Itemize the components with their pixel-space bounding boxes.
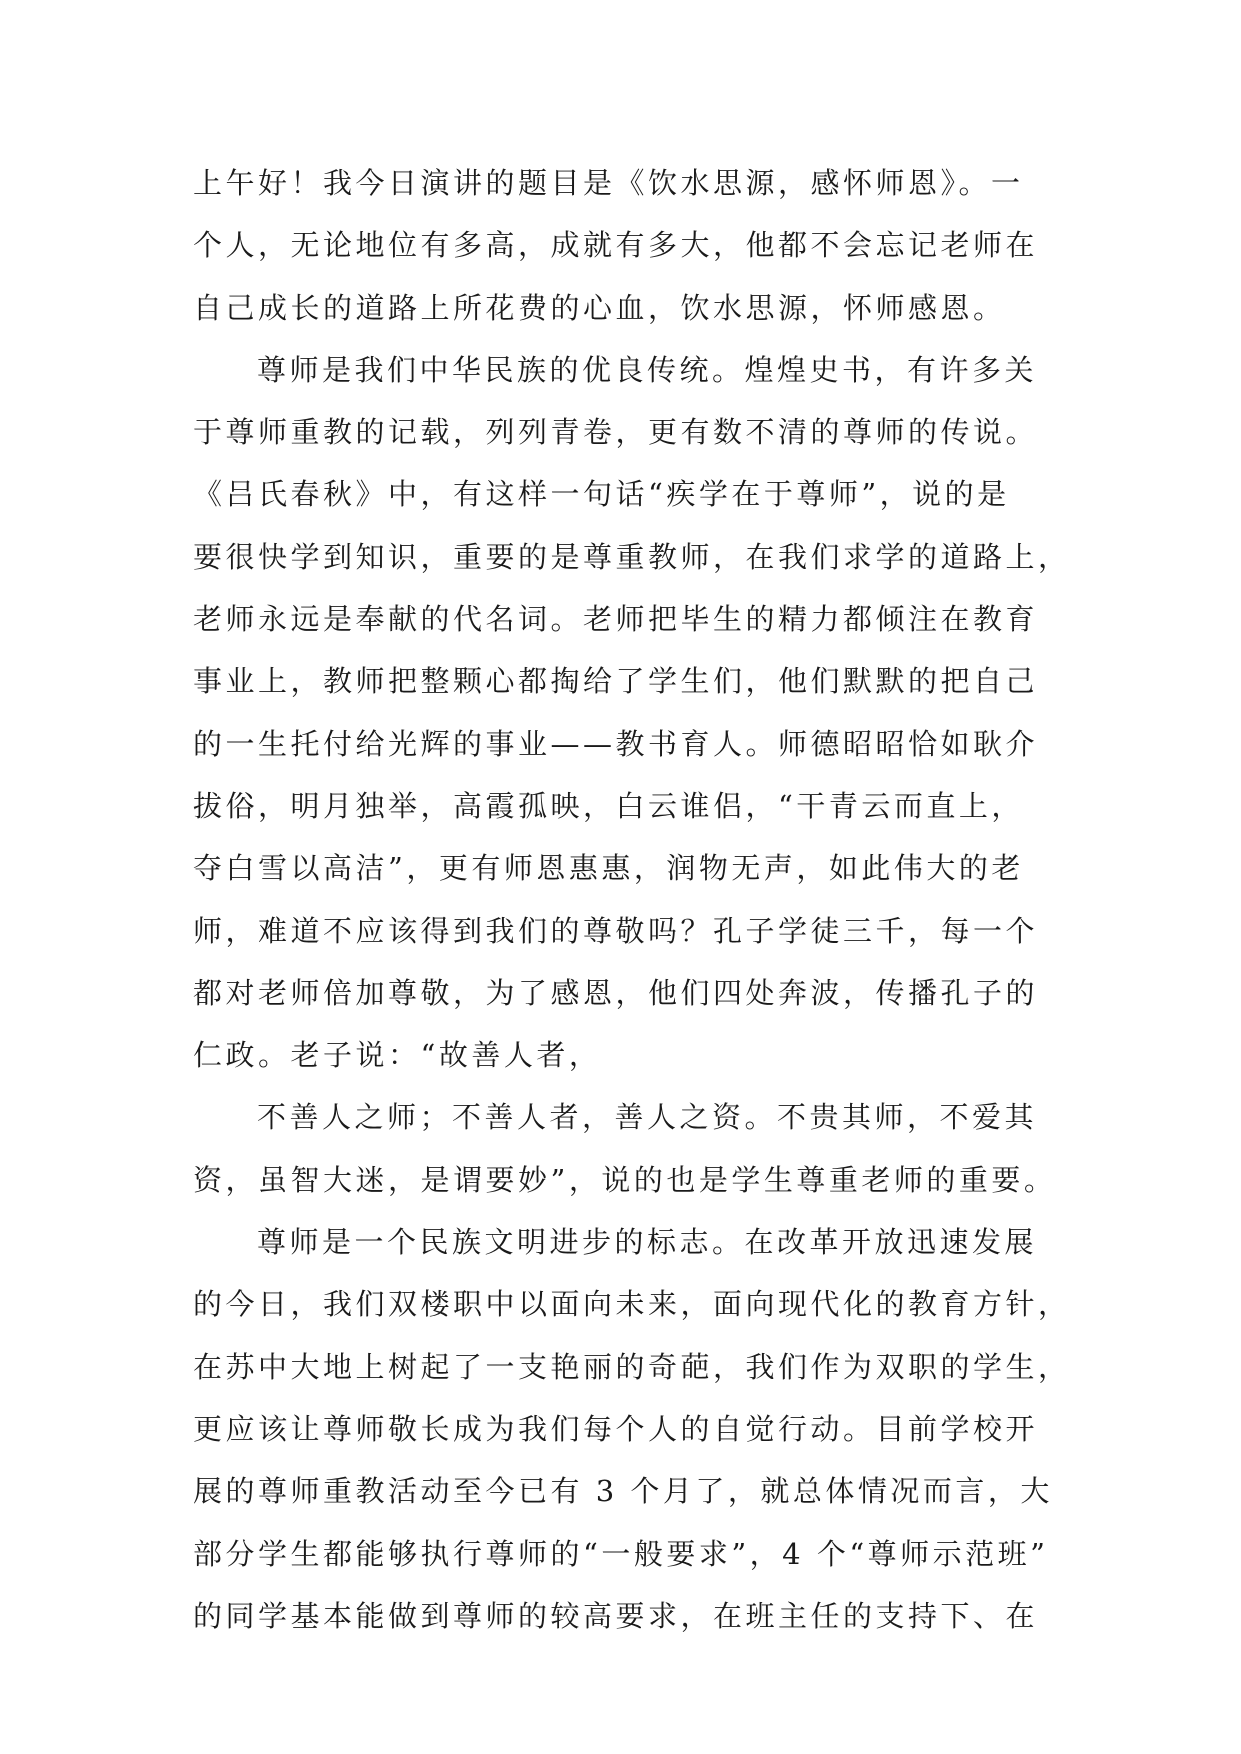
text-line: 拔俗，明月独举，高霞孤映，白云谁侣，“干青云而直上，: [193, 788, 1024, 823]
text-line: 自己成长的道路上所花费的心血，饮水思源，怀师感恩。: [193, 290, 1006, 325]
text-line: 在苏中大地上树起了一支艳丽的奇葩，我们作为双职的学生，: [193, 1349, 1071, 1384]
text-line: 个人，无论地位有多高，成就有多大，他都不会忘记老师在: [193, 228, 1039, 263]
text-line: 事业上，教师把整颗心都掏给了学生们，他们默默的把自己: [193, 664, 1039, 699]
text-line: 的一生托付给光辉的事业——教书育人。师德昭昭恰如耿介: [193, 726, 1039, 761]
text-line: 于尊师重教的记载，列列青卷，更有数不清的尊师的传说。: [193, 415, 1039, 450]
text-line: 夺白雪以高洁”，更有师恩惠惠，润物无声，如此伟大的老: [193, 851, 1024, 886]
text-line: 上午好！我今日演讲的题目是《饮水思源，感怀师恩》。一: [193, 166, 1024, 200]
text-line: 更应该让尊师敬长成为我们每个人的自觉行动。目前学校开: [193, 1411, 1039, 1446]
text-line: 仁政。老子说：“故善人者，: [193, 1038, 602, 1073]
text-line: 要很快学到知识，重要的是尊重教师，在我们求学的道路上，: [193, 539, 1071, 574]
body-text: [193, 152, 1073, 1647]
paragraph-start-line: 尊师是一个民族文明进步的标志。在改革开放迅速发展: [257, 1225, 1038, 1260]
text-line: 老师永远是奉献的代名词。老师把毕生的精力都倾注在教育: [193, 602, 1039, 637]
text-line: 师，难道不应该得到我们的尊敬吗？孔子学徒三千，每一个: [193, 913, 1039, 948]
paragraph-start-line: 尊师是我们中华民族的优良传统。煌煌史书，有许多关: [257, 352, 1038, 387]
text-line: 都对老师倍加尊敬，为了感恩，他们四处奔波，传播孔子的: [193, 975, 1039, 1010]
text-line: 资，虽智大迷，是谓要妙”，说的也是学生尊重老师的重要。: [193, 1162, 1057, 1197]
text-line: 的今日，我们双楼职中以面向未来，面向现代化的教育方针，: [193, 1287, 1071, 1322]
text-line: 展的尊师重教活动至今已有 3 个月了，就总体情况而言，大: [193, 1474, 1053, 1509]
text-line: 的同学基本能做到尊师的较高要求，在班主任的支持下、在: [193, 1598, 1039, 1633]
paragraph-start-line: 不善人之师；不善人者，善人之资。不贵其师，不爱其: [257, 1100, 1038, 1135]
text-line: 部分学生都能够执行尊师的“一般要求”，4 个“尊师示范班”: [193, 1536, 1049, 1571]
text-line: 《吕氏春秋》中，有这样一句话“疾学在于尊师”，说的是: [193, 477, 1010, 512]
